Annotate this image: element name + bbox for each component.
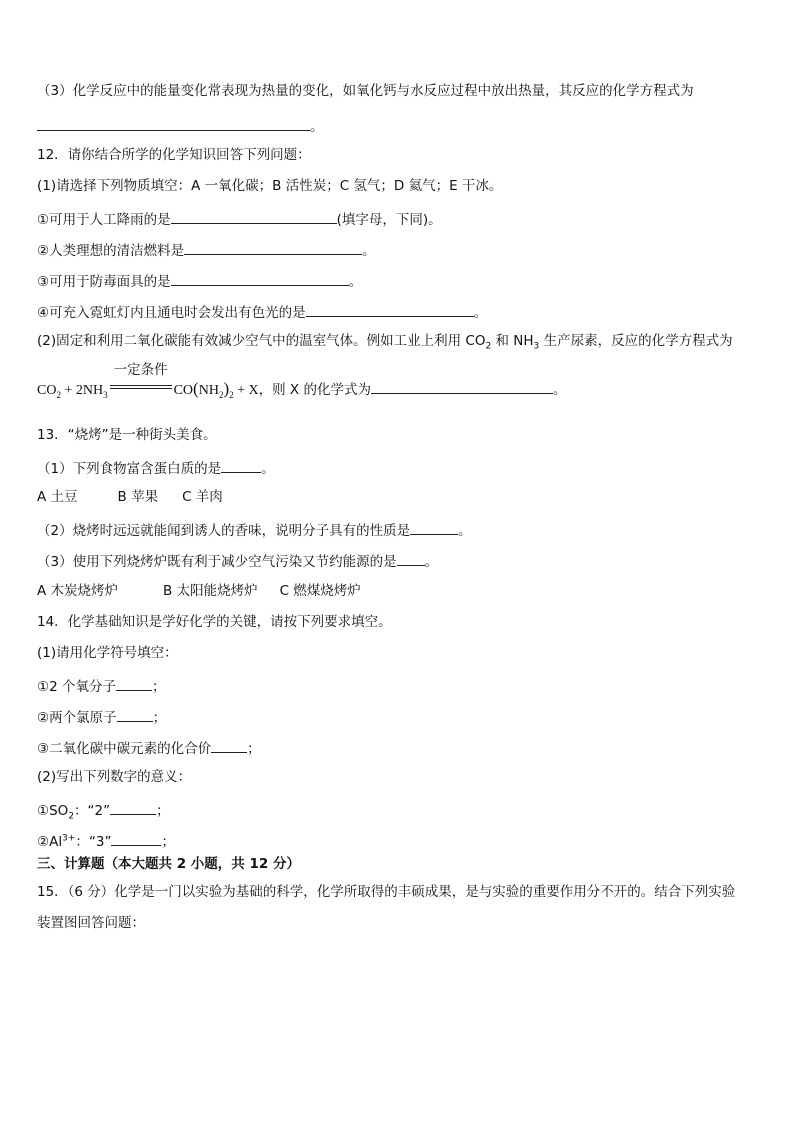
- q12-part2-text: (2)固定和利用二氧化碳能有效减少空气中的温室气体。例如工业上利用 $CO_2$ 和 $NH_3$ 生产尿素，反应的化学方程式为: [37, 333, 733, 352]
- q13-part2: （2）烧烤时远远就能闻到诱人的香味，说明分子具有的性质是 。: [37, 523, 472, 539]
- answer-blank[interactable]: [110, 802, 156, 815]
- section-heading: 三、计算题（本大题共 2 小题，共 12 分）: [37, 856, 300, 872]
- q14-item3: ③二氧化碳中碳元素的化合价 ；: [37, 741, 261, 757]
- q14-part2: (2)写出下列数字的意义：: [37, 769, 192, 785]
- q12-item1: ①可用于人工降雨的是 (填字母，下同)。: [37, 212, 442, 228]
- answer-blank[interactable]: [111, 833, 161, 846]
- answer-blank[interactable]: [37, 118, 310, 131]
- q12-item2: ②人类理想的清洁燃料是 。: [37, 243, 376, 259]
- answer-blank[interactable]: [306, 304, 474, 317]
- answer-blank[interactable]: [221, 460, 261, 473]
- answer-blank[interactable]: [171, 273, 349, 286]
- chemical-equation: $CO_2 + 2NH_3$ 一定条件 $CO(NH_2)_2 + X$: [37, 362, 259, 400]
- q12-item4: ④可充入霓虹灯内且通电时会发出有色光的是 。: [37, 305, 488, 321]
- q15-line1: 15．（6 分）化学是一门以实验为基础的科学，化学所取得的丰硕成果，是与实验的重要作用分不开的。结合下列实验: [37, 884, 736, 900]
- answer-blank[interactable]: [397, 553, 425, 566]
- q11-part3-text: （3）化学反应中的能量变化常表现为热量的变化，如氧化钙与水反应过程中放出热量，其反应的化学方程式为: [37, 83, 694, 99]
- q14-item5: $②Al^{3+}$：“3” ；: [37, 833, 175, 850]
- q12-equation-line: $CO_2 + 2NH_3$ 一定条件 $CO(NH_2)_2 + X$，则 X 的化学式为 。: [37, 362, 567, 400]
- reaction-arrow: [110, 362, 172, 394]
- q13-stem: 13．“烧烤”是一种街头美食。: [37, 427, 217, 443]
- q13-part1: （1）下列食物富含蛋白质的是 。: [37, 461, 275, 477]
- reaction-condition: 一定条件: [113, 362, 168, 378]
- answer-blank[interactable]: [117, 709, 153, 722]
- q12-item3: ③可用于防毒面具的是 。: [37, 274, 363, 290]
- q12-stem: 12．请你结合所学的化学知识回答下列问题：: [37, 147, 311, 163]
- q14-stem: 14．化学基础知识是学好化学的关键，请按下列要求填空。: [37, 614, 392, 630]
- answer-blank[interactable]: [410, 522, 458, 535]
- q14-item4: $①SO_2$：“2” ；: [37, 803, 170, 822]
- q14-part1: (1)请用化学符号填空：: [37, 645, 178, 661]
- answer-blank[interactable]: [116, 678, 152, 691]
- answer-blank[interactable]: [211, 740, 247, 753]
- q13-part3: （3）使用下列烧烤炉既有利于减少空气污染又节约能源的是 。: [37, 554, 439, 570]
- answer-blank[interactable]: [184, 242, 362, 255]
- answer-blank[interactable]: [371, 381, 553, 394]
- q12-part1-intro: (1)请选择下列物质填空：A 一氧化碳；B 活性炭；C 氢气；D 氦气；E 干冰。: [37, 178, 503, 194]
- q15-line2: 装置图回答问题：: [37, 915, 145, 931]
- answer-blank[interactable]: [171, 211, 337, 224]
- q13-part1-options: A 土豆 B 苹果 C 羊肉: [37, 489, 223, 505]
- q13-part3-options: A 木炭烧烤炉 B 太阳能烧烤炉 C 燃煤烧烤炉: [37, 583, 361, 599]
- q14-item2: ②两个氯原子 ；: [37, 710, 167, 726]
- q14-item1: ①2 个氧分子 ；: [37, 679, 166, 695]
- q11-part3-answer-line: 。: [37, 118, 324, 135]
